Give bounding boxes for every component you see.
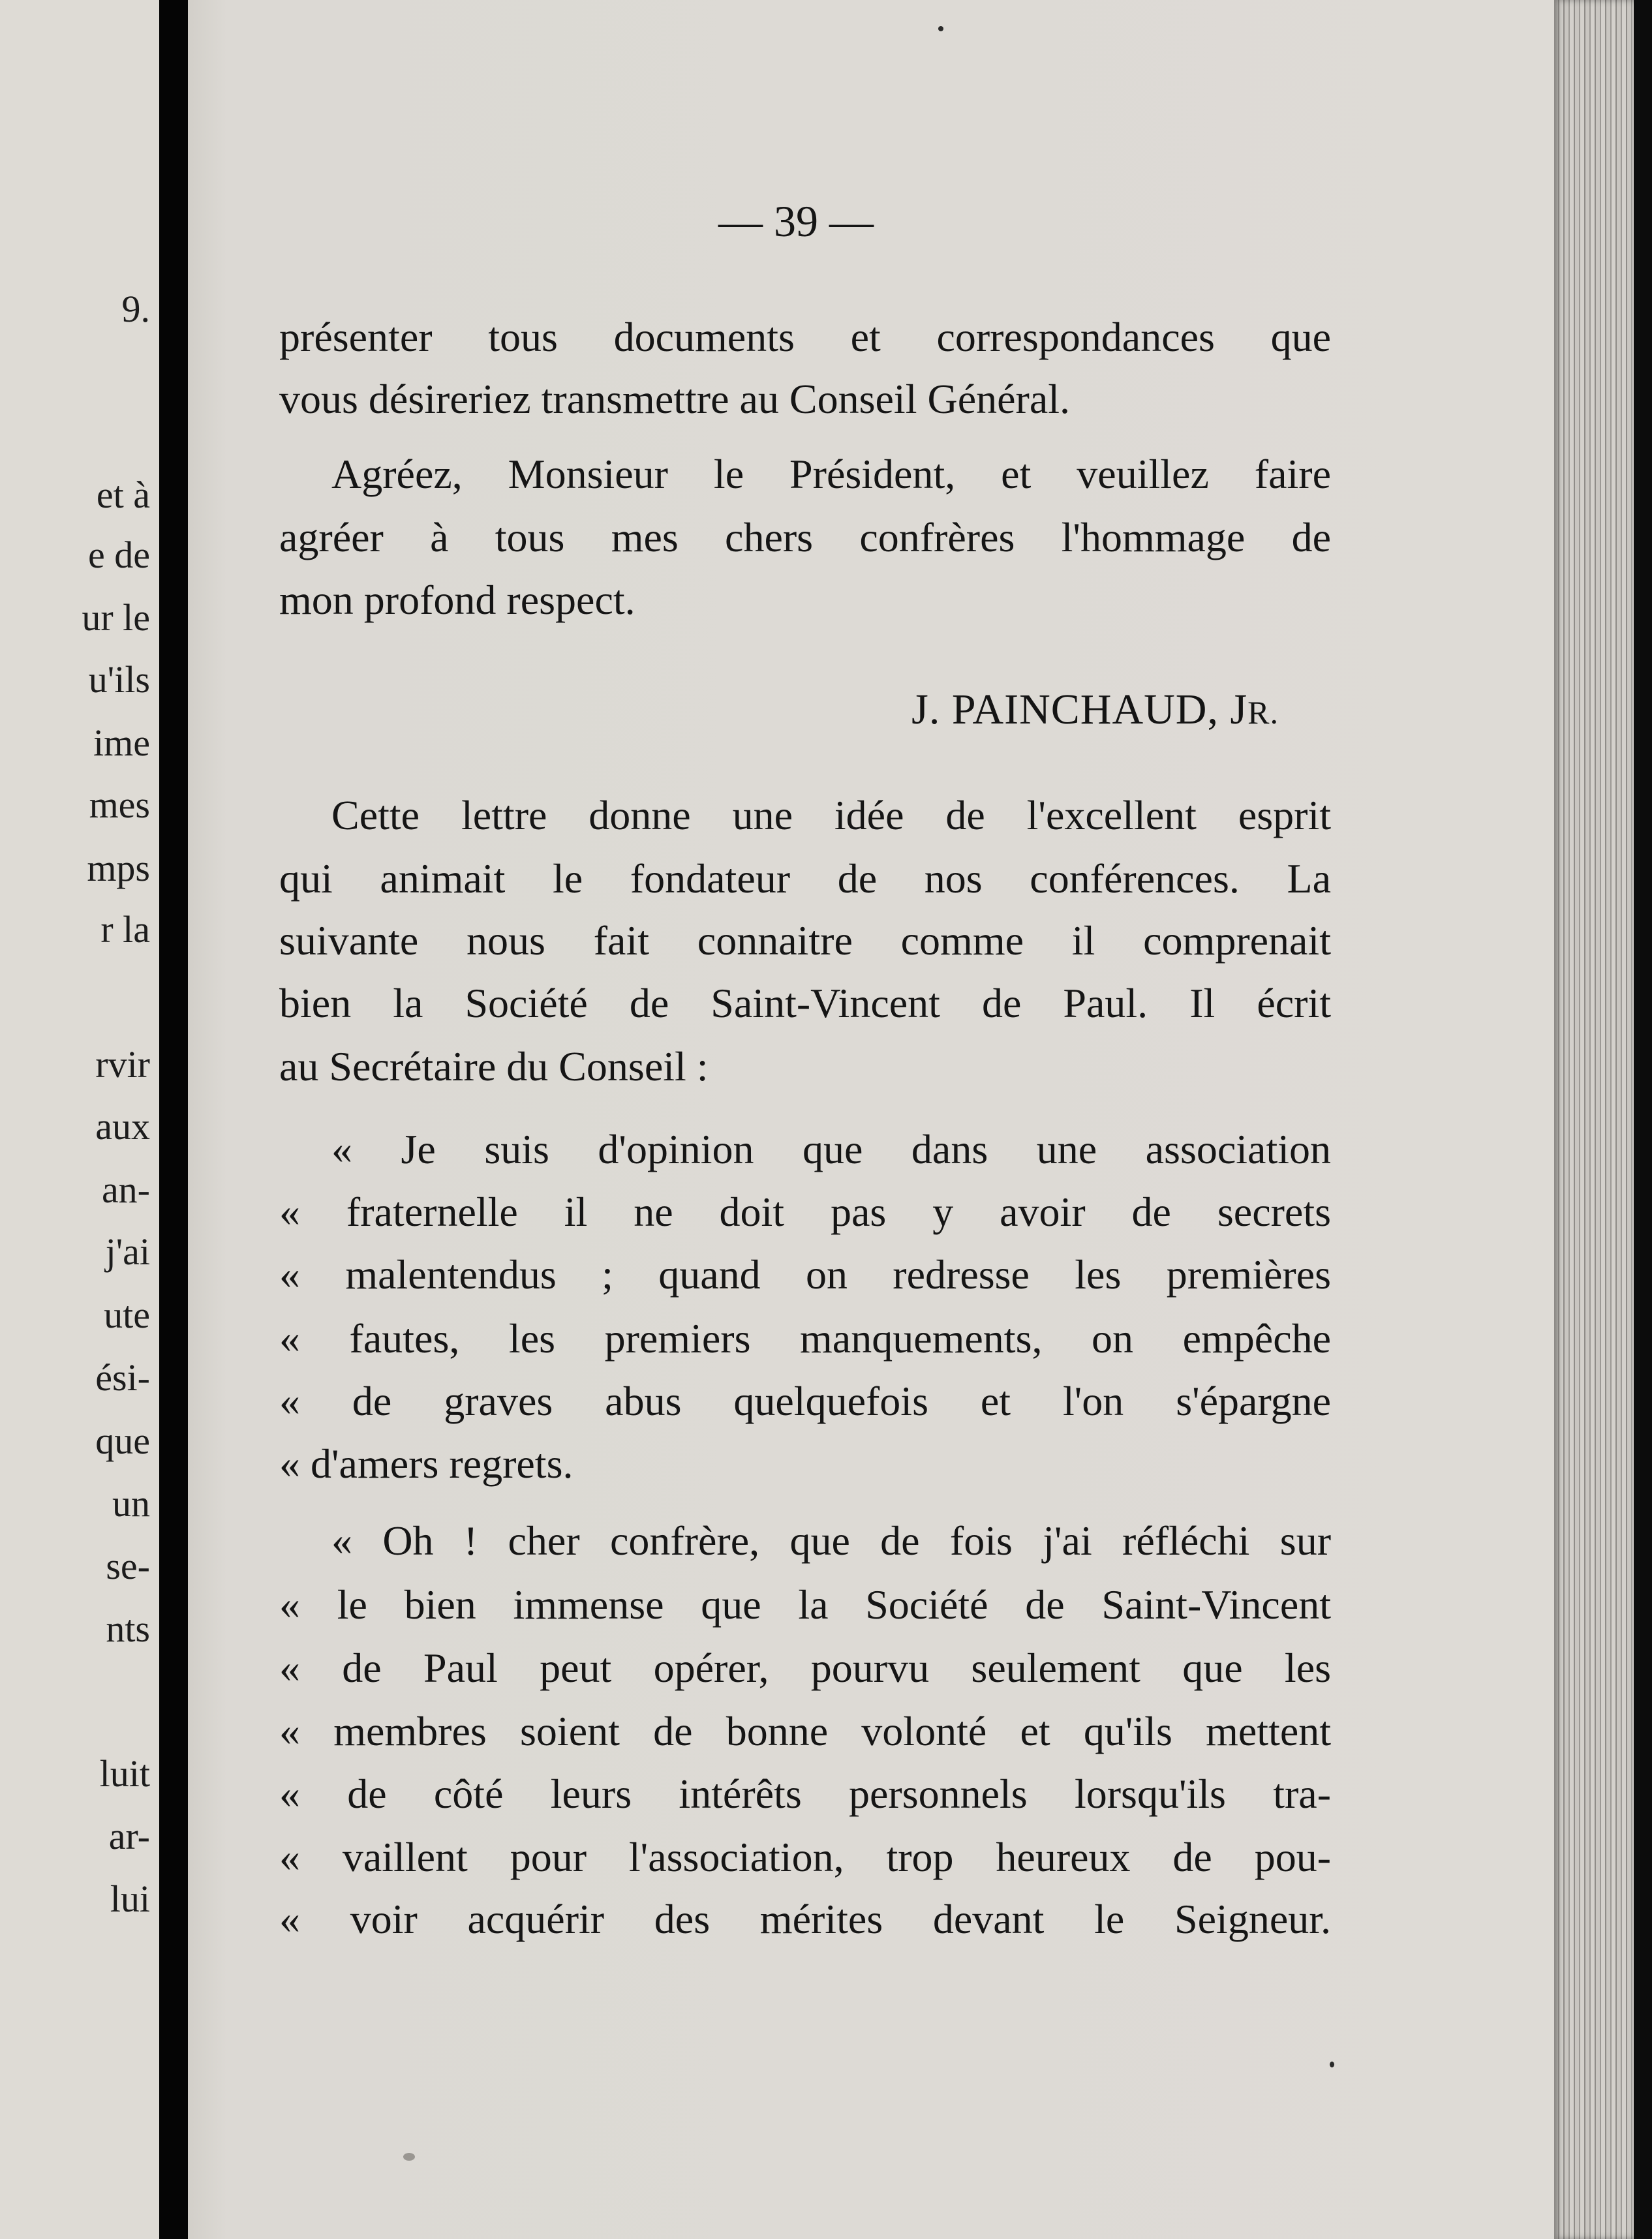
left-fragment: an- [101,1168,150,1211]
ink-speck [1330,2062,1334,2067]
text-line: « Oh ! cher confrère, que de fois j'ai réfléchi sur [331,1517,1331,1564]
signature [783,685,1279,735]
text-line: « fautes, les premiers manquements, on empêche [279,1315,1331,1362]
text-line: vous désireriez transmettre au Conseil Général. [279,376,1070,422]
ink-speck [403,2153,415,2161]
text-line: mon profond respect. [279,577,635,623]
text-line: « Je suis d'opinion que dans une association [331,1126,1331,1172]
left-fragment: ar- [108,1815,150,1857]
book-gutter [159,0,188,2239]
left-fragment: j'ai [105,1230,150,1273]
left-fragment: lui [110,1878,150,1920]
left-fragment: mes [89,784,150,826]
text-line: « fraternelle il ne doit pas y avoir de secrets [279,1189,1331,1235]
left-fragment: 9. [121,288,150,330]
text-line: agréer à tous mes chers confrères l'hommage de [279,514,1331,560]
text-line: bien la Société de Saint-Vincent de Paul. Il écrit [279,980,1331,1026]
left-fragment: ute [104,1294,150,1336]
signature-suffix-initial: J [1230,686,1248,733]
left-fragment: rvir [95,1043,150,1086]
page-number: — 39 — [718,196,874,246]
left-fragment: mps [87,847,150,889]
left-fragment: se- [106,1545,150,1587]
left-facing-page [0,0,159,2239]
left-fragment: nts [106,1607,150,1650]
left-fragment: e de [88,534,150,576]
left-fragment: luit [99,1752,150,1795]
left-fragment: ési- [95,1356,150,1399]
left-fragment: ime [93,722,150,764]
left-fragment: u'ils [88,658,150,701]
signature-name: J. PAINCHAUD, [911,686,1219,733]
text-line: qui animait le fondateur de nos conférences. La [279,855,1331,902]
text-line: Agréez, Monsieur le Président, et veuillez faire [331,451,1331,497]
left-fragment: que [95,1420,150,1462]
left-fragment: aux [95,1105,150,1148]
text-line: « de côté leurs intérêts personnels lorsqu'ils tra- [279,1771,1331,1817]
text-line: suivante nous fait connaitre comme il comprenait [279,917,1331,964]
text-line: « vaillent pour l'association, trop heureux de pou- [279,1834,1331,1880]
text-line: « d'amers regrets. [279,1440,574,1487]
left-fragment: ur le [82,596,150,639]
text-line: « malentendus ; quand on redresse les premières [279,1251,1331,1298]
left-fragment: r la [100,908,150,951]
text-line: au Secrétaire du Conseil : [279,1043,709,1089]
text-line: « voir acquérir des mérites devant le Seigneur. [279,1896,1331,1942]
ink-speck [938,26,943,31]
text-line: présenter tous documents et correspondances que [279,314,1331,360]
page-edges [1554,0,1652,2239]
text-line: « de graves abus quelquefois et l'on s'épargne [279,1378,1331,1424]
text-line: « le bien immense que la Société de Saint-Vincent [279,1581,1331,1628]
text-line: Cette lettre donne une idée de l'excellent esprit [331,792,1331,838]
text-line: « membres soient de bonne volonté et qu'ils mettent [279,1708,1331,1754]
left-fragment: un [112,1482,150,1525]
signature-suffix-rest: R. [1247,694,1279,731]
text-line: « de Paul peut opérer, pourvu seulement que les [279,1645,1331,1691]
left-fragment: et à [96,474,150,516]
